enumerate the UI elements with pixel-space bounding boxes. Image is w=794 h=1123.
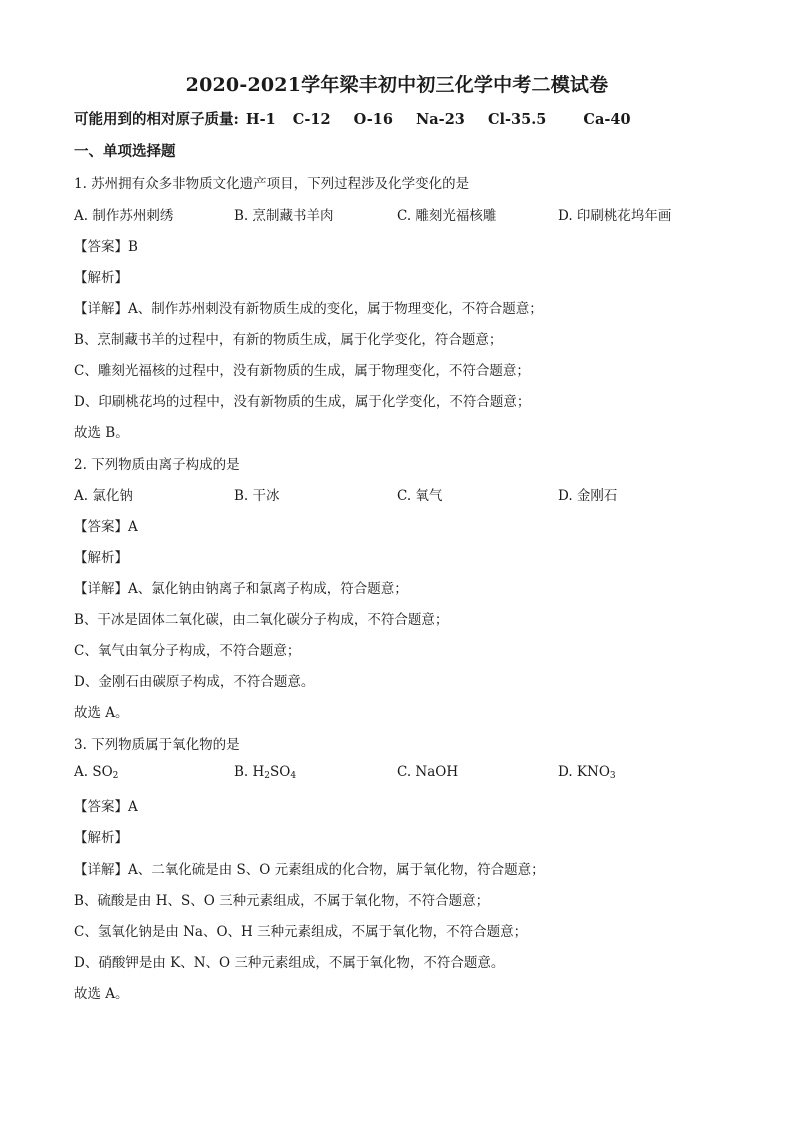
detail-line: 【详解】A、二氧化硫是由 S、O 元素组成的化合物，属于氧化物，符合题意； — [74, 862, 545, 878]
option-d: D. 印刷桃花坞年画 — [558, 208, 672, 224]
conclusion: 故选 A。 — [74, 705, 129, 721]
detail-line: 【详解】A、氯化钠由钠离子和氯离子构成，符合题意； — [74, 581, 408, 597]
option-b: B. 烹制藏书羊肉 — [234, 208, 334, 224]
atomic-masses-label: 可能用到的相对原子质量: — [74, 111, 239, 128]
analysis-label: 【解析】 — [74, 550, 128, 566]
detail-line: D、金刚石由碳原子构成，不符合题意。 — [74, 674, 315, 690]
detail-line: C、氧气由氧分子构成，不符合题意； — [74, 643, 301, 659]
option-c: C. 雕刻光福核雕 — [397, 208, 497, 224]
conclusion: 故选 B。 — [74, 425, 129, 441]
atomic-mass-o: O-16 — [353, 111, 393, 128]
option-d: D. 金刚石 — [558, 488, 618, 504]
conclusion: 故选 A。 — [74, 986, 129, 1002]
option-a: A. 氯化钠 — [74, 488, 133, 504]
atomic-mass-ca: Ca-40 — [583, 111, 631, 128]
question-stem: 1. 苏州拥有众多非物质文化遗产项目，下列过程涉及化学变化的是 — [74, 176, 470, 192]
detail-line: B、硫酸是由 H、S、O 三种元素组成，不属于氧化物，不符合题意； — [74, 893, 490, 909]
answer: 【答案】B — [74, 239, 138, 255]
option-c: C. NaOH — [397, 764, 459, 780]
atomic-mass-na: Na-23 — [416, 111, 465, 128]
detail-line: C、雕刻光福核的过程中，没有新物质的生成，属于物理变化，不符合题意； — [74, 363, 530, 379]
option-a: A. $SO_2$ — [74, 764, 119, 781]
analysis-label: 【解析】 — [74, 830, 128, 846]
document-title: 2020-2021学年梁丰初中初三化学中考二模试卷 — [185, 74, 609, 96]
detail-line: 【详解】A、制作苏州刺没有新物质生成的变化，属于物理变化，不符合题意； — [74, 301, 543, 317]
answer: 【答案】A — [74, 799, 138, 815]
option-a: A. 制作苏州刺绣 — [74, 208, 174, 224]
option-c: C. 氧气 — [397, 488, 443, 504]
question-stem: 3. 下列物质属于氧化物的是 — [74, 737, 240, 753]
detail-line: B、干冰是固体二氧化碳，由二氧化碳分子构成，不符合题意； — [74, 612, 449, 628]
atomic-mass-c: C-12 — [292, 111, 331, 128]
atomic-mass-h: H-1 — [245, 111, 276, 128]
detail-line: C、氢氧化钠是由 Na、O、H 三种元素组成，不属于氧化物，不符合题意； — [74, 924, 528, 940]
option-b: B. 干冰 — [234, 488, 280, 504]
atomic-masses-line — [74, 108, 649, 129]
question-stem: 2. 下列物质由离子构成的是 — [74, 457, 240, 473]
analysis-label: 【解析】 — [74, 270, 128, 286]
detail-line: B、烹制藏书羊的过程中，有新的物质生成，属于化学变化，符合题意； — [74, 332, 503, 348]
atomic-mass-cl: Cl-35.5 — [487, 111, 547, 128]
detail-line: D、硝酸钾是由 K、N、O 三种元素组成，不属于氧化物，不符合题意。 — [74, 955, 505, 971]
option-d: D. $KNO_3$ — [558, 764, 616, 781]
detail-line: D、印刷桃花坞的过程中，没有新物质的生成，属于化学变化，不符合题意； — [74, 394, 531, 410]
answer: 【答案】A — [74, 519, 138, 535]
section-title: 一、单项选择题 — [74, 143, 176, 160]
option-b: B. $H_2SO_4$ — [234, 764, 297, 781]
